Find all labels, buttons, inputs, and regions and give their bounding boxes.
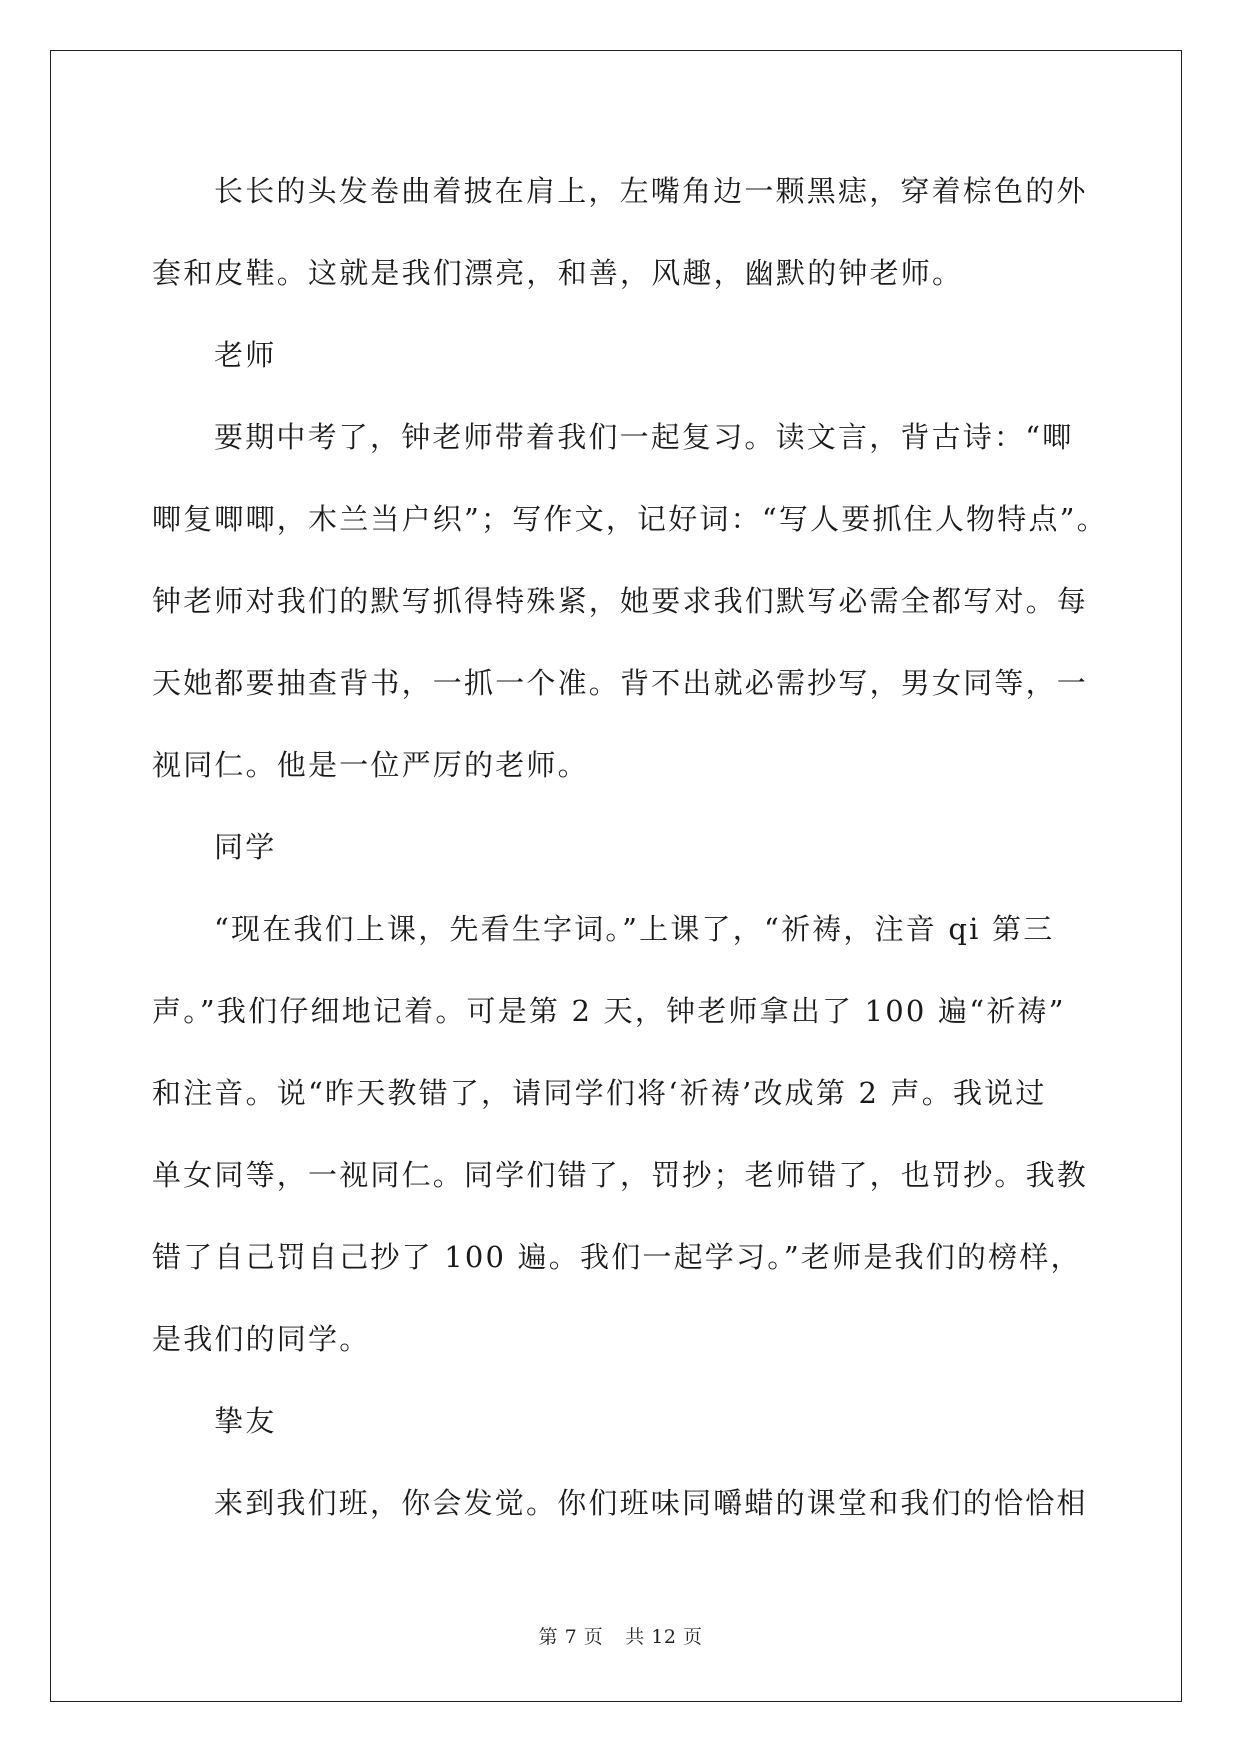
text-line: 唧复唧唧，木兰当户织”；写作文，记好词：“写人要抓住人物特点”。 xyxy=(152,502,1108,536)
text-line: 是我们的同学。 xyxy=(152,1322,371,1356)
text-line: 天她都要抽查背书，一抓一个准。背不出就必需抄写，男女同等，一 xyxy=(152,666,1089,700)
page-footer xyxy=(0,1622,1241,1649)
text-line: “现在我们上课，先看生字词。”上课了，“祈祷，注音 qi 第三 xyxy=(214,912,1055,946)
section-heading: 挚友 xyxy=(214,1404,277,1438)
text-line: 长长的头发卷曲着披在肩上，左嘴角边一颗黑痣，穿着棕色的外 xyxy=(214,174,1088,208)
text-line: 来到我们班，你会发觉。你们班味同嚼蜡的课堂和我们的恰恰相 xyxy=(214,1486,1088,1520)
page-total: 共 12 页 xyxy=(625,1626,703,1648)
text-line: 要期中考了，钟老师带着我们一起复习。读文言，背古诗：“唧 xyxy=(214,420,1074,454)
document-body xyxy=(152,161,1108,1555)
page-number: 第 7 页 xyxy=(538,1626,604,1648)
text-line: 错了自己罚自己抄了 100 遍。我们一起学习。”老师是我们的榜样， xyxy=(152,1240,1082,1274)
text-line: 钟老师对我们的默写抓得特殊紧，她要求我们默写必需全都写对。每 xyxy=(152,584,1089,618)
text-line: 视同仁。他是一位严厉的老师。 xyxy=(152,748,589,782)
text-line: 和注音。说“昨天教错了，请同学们将‘祈祷’改成第 2 声。我说过 xyxy=(152,1076,1047,1110)
text-line: 单女同等，一视同仁。同学们错了，罚抄；老师错了，也罚抄。我教 xyxy=(152,1158,1089,1192)
section-heading: 老师 xyxy=(214,338,277,372)
text-line: 声。”我们仔细地记着。可是第 2 天，钟老师拿出了 100 遍“祈祷” xyxy=(152,994,1066,1028)
section-heading: 同学 xyxy=(214,830,277,864)
text-line: 套和皮鞋。这就是我们漂亮，和善，风趣，幽默的钟老师。 xyxy=(152,256,964,290)
